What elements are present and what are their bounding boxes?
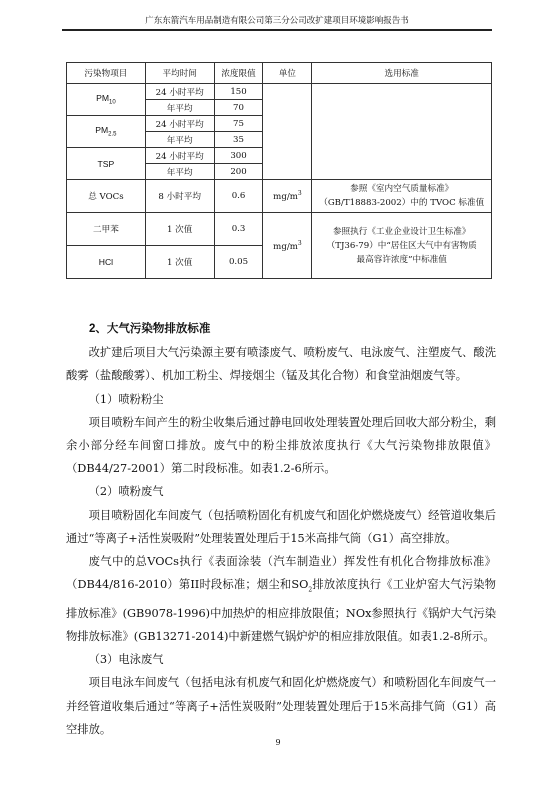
pollutant-cell: HCl bbox=[67, 246, 146, 279]
unit-cell: $mg/m^3$ bbox=[263, 180, 312, 213]
time-cell: 1 次值 bbox=[145, 213, 214, 246]
paragraph: 改扩建后项目大气污染源主要有喷漆废气、喷粉废气、电泳废气、注塑废气、酸洗酸雾（盐酸酸雾）、机加工粉尘、焊接烟尘（锰及其化合物）和食堂油烟废气等。 bbox=[66, 346, 496, 383]
table-row bbox=[67, 180, 492, 213]
time-cell: 24 小时平均 bbox=[145, 148, 214, 164]
pollutant-cell: TSP bbox=[67, 148, 146, 180]
unit-cell-empty bbox=[263, 84, 312, 180]
time-cell: 24 小时平均 bbox=[145, 116, 214, 132]
time-cell: 年平均 bbox=[145, 132, 214, 148]
table-header: 单位 bbox=[263, 63, 312, 84]
pollutant-cell: 二甲苯 bbox=[67, 213, 146, 246]
value-cell: 70 bbox=[214, 100, 263, 116]
time-cell: 1 次值 bbox=[145, 246, 214, 279]
time-cell: 年平均 bbox=[145, 100, 214, 116]
table-row bbox=[67, 213, 492, 246]
table-header: 平均时间 bbox=[145, 63, 214, 84]
value-cell: 0.6 bbox=[214, 180, 263, 213]
time-cell: 年平均 bbox=[145, 164, 214, 180]
standards-table bbox=[66, 62, 492, 279]
standard-cell: 参照执行《工业企业设计卫生标准》 （TJ36-79）中“居住区大气中有害物质 最高容许浓度”中标准值 bbox=[312, 213, 492, 279]
pollutant-cell: 总 VOCs bbox=[67, 180, 146, 213]
subheading: （2）喷粉废气 bbox=[88, 485, 164, 499]
subheading: （3）电泳废气 bbox=[88, 653, 164, 667]
value-cell: 200 bbox=[214, 164, 263, 180]
value-cell: 150 bbox=[214, 84, 263, 100]
time-cell: 24 小时平均 bbox=[145, 84, 214, 100]
standard-cell: 参照《室内空气质量标准》 （GB/T18883-2002）中的 TVOC 标准值 bbox=[312, 180, 492, 213]
time-cell: 8 小时平均 bbox=[145, 180, 214, 213]
unit-cell: $mg/m^3$ bbox=[263, 213, 312, 279]
value-cell: 35 bbox=[214, 132, 263, 148]
paragraph: 项目电泳车间废气（包括电泳有机废气和固化炉燃烧废气）和喷粉固化车间废气一并经管道收集后通过“等离子+活性炭吸附”处理装置处理后于15米高排气筒（G1）高空排放。 bbox=[66, 676, 496, 736]
paragraph: 项目喷粉固化车间废气（包括喷粉固化有机废气和固化炉燃烧废气）经管道收集后通过“等离子+活性炭吸附”处理装置处理后于15米高排气筒（G1）高空排放。 bbox=[66, 508, 496, 545]
value-cell: 300 bbox=[214, 148, 263, 164]
section-heading: 2、大气污染物排放标准 bbox=[89, 323, 211, 335]
pollutant-cell: $PM_{2.5}$ bbox=[67, 116, 146, 148]
value-cell: 0.05 bbox=[214, 246, 263, 279]
page-number: 9 bbox=[275, 738, 281, 747]
body-section bbox=[66, 318, 496, 741]
standard-cell-empty bbox=[312, 84, 492, 180]
value-cell: 0.3 bbox=[214, 213, 263, 246]
value-cell: 75 bbox=[214, 116, 263, 132]
header-rule bbox=[62, 30, 492, 31]
paragraph: 废气中的总VOCs执行《表面涂装（汽车制造业）挥发性有机化合物排放标准》（DB44/816-2010）第II时段标准；烟尘和$SO_2$排放浓度执行《工业炉窑大气污染物排放标准》(GB9078-1996)中加热炉的相应排放限值；NOx参照执行《锅炉大气污染物排放标准》(GB13271-2014)中新建燃气锅炉炉的相应排放限值。如表1.2-8所示。 bbox=[66, 555, 496, 643]
table-header: 污染物项目 bbox=[67, 63, 146, 84]
table-row bbox=[67, 84, 492, 100]
table-header: 浓度限值 bbox=[214, 63, 263, 84]
subheading: （1）喷粉粉尘 bbox=[88, 392, 164, 406]
paragraph: 项目喷粉车间产生的粉尘收集后通过静电回收处理装置处理后回收大部分粉尘，剩余小部分经车间窗口排放。废气中的粉尘排放浓度执行《大气污染物排放限值》（DB44/27-2001）第二时段标准。如表1.2-6所示。 bbox=[66, 415, 496, 476]
pollutant-cell: $PM_{10}$ bbox=[67, 84, 146, 116]
table-header: 选用标准 bbox=[312, 63, 492, 84]
page-header: 广东东箭汽车用品制造有限公司第三分公司改扩建项目环境影响报告书 bbox=[62, 14, 492, 30]
